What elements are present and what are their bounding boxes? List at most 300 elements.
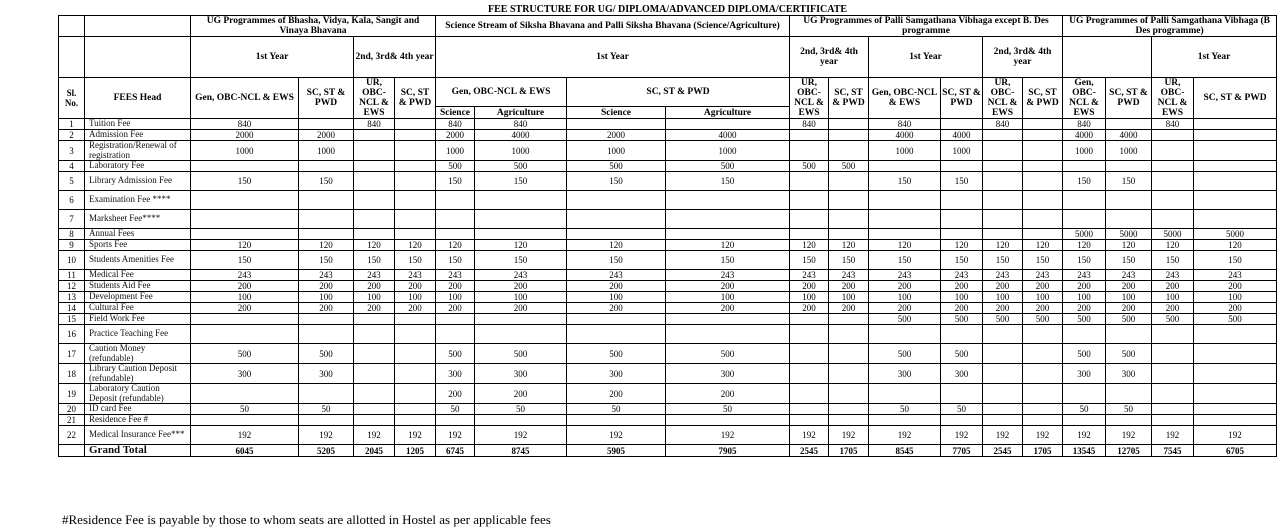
fee-cell: 500 [1063, 314, 1106, 325]
fee-cell: 500 [436, 344, 475, 364]
fee-cell: 120 [1023, 240, 1063, 251]
header-blank-head-2 [85, 37, 191, 78]
fee-cell [299, 119, 354, 130]
grand-total-row [59, 445, 1277, 457]
fee-cell [475, 314, 567, 325]
fee-cell [191, 314, 299, 325]
fee-cell [790, 172, 829, 191]
fee-cell [1106, 191, 1152, 210]
fee-cell [1063, 384, 1106, 404]
g1-first-year: 1st Year [191, 37, 354, 78]
fee-cell: 150 [191, 172, 299, 191]
fee-cell: 192 [666, 426, 790, 445]
fee-cell [395, 325, 436, 344]
sub-agriculture-gen: Agriculture [475, 107, 567, 119]
fee-cell: 150 [436, 172, 475, 191]
table-row [59, 270, 1277, 281]
fee-cell: 100 [1152, 292, 1194, 303]
fee-cell: 500 [666, 161, 790, 172]
row-sl-no: 11 [59, 270, 85, 281]
fee-cell [829, 210, 869, 229]
cat-ur-g1-later: UR, OBC-NCL & EWS [354, 78, 395, 119]
fee-cell [983, 344, 1023, 364]
fee-cell: 300 [1063, 364, 1106, 384]
fee-cell [983, 364, 1023, 384]
fee-cell: 150 [1152, 251, 1194, 270]
fee-cell: 100 [983, 292, 1023, 303]
grand-total-cell: 1205 [395, 445, 436, 457]
fee-cell: 200 [436, 384, 475, 404]
fee-cell [1194, 161, 1277, 172]
fee-cell [299, 325, 354, 344]
fee-cell: 200 [354, 281, 395, 292]
fee-cell [829, 229, 869, 240]
fee-cell [299, 210, 354, 229]
row-sl-no: 7 [59, 210, 85, 229]
fee-cell: 243 [983, 270, 1023, 281]
fee-cell: 200 [475, 303, 567, 314]
table-row [59, 229, 1277, 240]
grand-total-cell: 2545 [983, 445, 1023, 457]
fee-cell [790, 191, 829, 210]
cat-gen-g1: Gen, OBC-NCL & EWS [191, 78, 299, 119]
grand-total-cell: 6045 [191, 445, 299, 457]
fee-cell: 300 [941, 364, 983, 384]
fee-cell [567, 415, 666, 426]
fee-cell [354, 229, 395, 240]
fee-cell [436, 314, 475, 325]
fee-cell: 1000 [1063, 141, 1106, 161]
fee-cell [299, 161, 354, 172]
table-title: FEE STRUCTURE FOR UG/ DIPLOMA/ADVANCED DIPLOMA/CERTIFICATE [59, 5, 1277, 16]
fee-cell: 50 [191, 404, 299, 415]
g3-first-year: 1st Year [869, 37, 983, 78]
fee-cell [829, 130, 869, 141]
fee-cell: 500 [1194, 314, 1277, 325]
fee-cell [941, 119, 983, 130]
fee-cell: 200 [983, 303, 1023, 314]
row-fee-head: Field Work Fee [85, 314, 191, 325]
fee-cell: 1000 [475, 141, 567, 161]
fee-cell [395, 344, 436, 364]
cat-sc-g4-later: SC, ST & PWD [1194, 78, 1277, 119]
fee-cell: 120 [1152, 240, 1194, 251]
cat-gen-g4-later: UR, OBC-NCL & EWS [1152, 78, 1194, 119]
fee-cell: 200 [567, 281, 666, 292]
fee-cell [191, 415, 299, 426]
table-row [59, 303, 1277, 314]
fee-cell [1023, 229, 1063, 240]
fee-cell: 300 [436, 364, 475, 384]
fee-cell [299, 415, 354, 426]
fee-cell [395, 210, 436, 229]
fee-cell: 200 [395, 303, 436, 314]
fee-cell [299, 314, 354, 325]
fee-cell: 243 [395, 270, 436, 281]
fee-cell: 500 [1023, 314, 1063, 325]
fee-cell: 200 [567, 384, 666, 404]
g2-first-year: 1st Year [436, 37, 790, 78]
fee-cell [941, 210, 983, 229]
fee-cell: 150 [1023, 251, 1063, 270]
row-sl-no: 4 [59, 161, 85, 172]
fee-cell [1152, 364, 1194, 384]
fee-cell: 120 [299, 240, 354, 251]
row-sl-no: 2 [59, 130, 85, 141]
fee-cell: 100 [436, 292, 475, 303]
table-row [59, 210, 1277, 229]
table-row [59, 364, 1277, 384]
row-fee-head: Examination Fee **** [85, 191, 191, 210]
fee-cell [1152, 130, 1194, 141]
fee-cell: 200 [1194, 303, 1277, 314]
fee-cell: 192 [354, 426, 395, 445]
fee-cell: 500 [299, 344, 354, 364]
fee-cell: 192 [829, 426, 869, 445]
fee-cell [191, 210, 299, 229]
fee-cell [869, 325, 941, 344]
fee-cell: 100 [1194, 292, 1277, 303]
fee-cell [1023, 415, 1063, 426]
fee-cell: 50 [436, 404, 475, 415]
fee-cell: 150 [829, 251, 869, 270]
table-row [59, 314, 1277, 325]
fee-cell [666, 415, 790, 426]
fee-cell: 2000 [191, 130, 299, 141]
row-sl-no: 13 [59, 292, 85, 303]
fee-cell: 192 [869, 426, 941, 445]
fee-cell [1152, 344, 1194, 364]
fee-cell: 300 [567, 364, 666, 384]
fee-cell: 200 [1152, 281, 1194, 292]
fee-cell: 840 [1152, 119, 1194, 130]
fee-cell: 150 [567, 172, 666, 191]
fee-cell [790, 130, 829, 141]
fee-cell: 500 [436, 161, 475, 172]
fee-cell [1152, 384, 1194, 404]
fee-cell [475, 415, 567, 426]
fee-cell: 50 [475, 404, 567, 415]
fee-cell: 50 [869, 404, 941, 415]
fee-cell: 243 [790, 270, 829, 281]
fee-cell [299, 191, 354, 210]
row-fee-head: Laboratory Caution Deposit (refundable) [85, 384, 191, 404]
fee-cell [354, 364, 395, 384]
fee-cell [475, 229, 567, 240]
fee-cell [436, 415, 475, 426]
fee-cell: 200 [1063, 281, 1106, 292]
fee-cell [1194, 191, 1277, 210]
total-sl-blank [59, 445, 85, 457]
group-header-4: UG Programmes of Palli Samgathana Vibhaga (B Des programme) [1063, 16, 1277, 37]
fee-cell: 150 [790, 251, 829, 270]
fee-cell [1023, 344, 1063, 364]
fee-cell [567, 119, 666, 130]
fee-cell: 200 [436, 281, 475, 292]
fee-cell [1152, 191, 1194, 210]
fee-cell [790, 314, 829, 325]
cat-sc-g1: SC, ST & PWD [299, 78, 354, 119]
fee-cell: 100 [790, 292, 829, 303]
fee-cell [1023, 384, 1063, 404]
fee-cell: 200 [191, 281, 299, 292]
fee-cell: 200 [829, 303, 869, 314]
fee-cell: 192 [191, 426, 299, 445]
fee-cell [354, 415, 395, 426]
fee-cell: 1000 [567, 141, 666, 161]
row-sl-no: 9 [59, 240, 85, 251]
fee-cell: 50 [941, 404, 983, 415]
fee-cell [354, 404, 395, 415]
fee-cell [395, 384, 436, 404]
fee-cell [829, 404, 869, 415]
fee-cell [1194, 130, 1277, 141]
fee-cell: 150 [299, 251, 354, 270]
fee-cell: 50 [299, 404, 354, 415]
fee-cell: 192 [1194, 426, 1277, 445]
fee-cell: 100 [395, 292, 436, 303]
fee-cell: 120 [869, 240, 941, 251]
fee-cell [983, 404, 1023, 415]
table-row [59, 325, 1277, 344]
fee-cell [790, 210, 829, 229]
fee-cell: 840 [191, 119, 299, 130]
fee-cell: 100 [941, 292, 983, 303]
fee-cell [1023, 119, 1063, 130]
grand-total-cell: 2045 [354, 445, 395, 457]
fee-cell [666, 119, 790, 130]
cat-gen-g2-later: UR, OBC-NCL & EWS [790, 78, 829, 119]
header-blank-sl [59, 16, 85, 37]
fee-cell [1152, 172, 1194, 191]
fee-cell: 200 [1106, 303, 1152, 314]
fee-cell: 200 [1023, 281, 1063, 292]
grand-total-cell: 8745 [475, 445, 567, 457]
fee-cell [395, 415, 436, 426]
fee-cell: 150 [395, 251, 436, 270]
fee-cell [1106, 384, 1152, 404]
fee-cell: 50 [567, 404, 666, 415]
fee-cell [191, 161, 299, 172]
fee-cell [1194, 141, 1277, 161]
fee-cell [354, 130, 395, 141]
table-row [59, 191, 1277, 210]
grand-total-cell: 13545 [1063, 445, 1106, 457]
fee-cell: 243 [1023, 270, 1063, 281]
fee-cell [1106, 119, 1152, 130]
fee-cell: 120 [395, 240, 436, 251]
fee-cell: 200 [191, 303, 299, 314]
fee-cell: 150 [1063, 251, 1106, 270]
fee-cell [567, 314, 666, 325]
fee-cell: 200 [983, 281, 1023, 292]
fee-cell [567, 210, 666, 229]
fee-cell [395, 161, 436, 172]
fee-cell: 192 [436, 426, 475, 445]
fee-cell: 243 [941, 270, 983, 281]
table-row [59, 251, 1277, 270]
cat-gen-g2: Gen, OBC-NCL & EWS [436, 78, 567, 107]
row-fee-head: Medical Fee [85, 270, 191, 281]
fee-cell [829, 191, 869, 210]
fee-cell: 120 [354, 240, 395, 251]
fee-cell: 4000 [1063, 130, 1106, 141]
grand-total-cell: 5905 [567, 445, 666, 457]
cat-sc-g2: SC, ST & PWD [567, 78, 790, 107]
fee-cell [191, 229, 299, 240]
g3-spacer [1063, 37, 1152, 78]
header-blank-sl-2 [59, 37, 85, 78]
grand-total-cell: 6745 [436, 445, 475, 457]
fee-table [58, 5, 1277, 457]
fee-cell: 1000 [299, 141, 354, 161]
fee-cell [1194, 364, 1277, 384]
fee-cell: 300 [869, 364, 941, 384]
fee-cell: 192 [941, 426, 983, 445]
fee-cell: 243 [869, 270, 941, 281]
fee-cell [1194, 415, 1277, 426]
fee-cell: 192 [475, 426, 567, 445]
table-row [59, 281, 1277, 292]
g2-later-years: 2nd, 3rd& 4th year [790, 37, 869, 78]
fee-cell: 500 [941, 314, 983, 325]
fee-cell [354, 314, 395, 325]
fee-cell [1023, 130, 1063, 141]
fee-cell [941, 325, 983, 344]
fee-cell: 200 [829, 281, 869, 292]
row-fee-head: Development Fee [85, 292, 191, 303]
fee-cell: 150 [475, 251, 567, 270]
fee-cell: 200 [475, 384, 567, 404]
fee-cell [1063, 191, 1106, 210]
fee-cell: 192 [983, 426, 1023, 445]
grand-total-cell: 7705 [941, 445, 983, 457]
fee-cell [354, 344, 395, 364]
fee-cell [436, 210, 475, 229]
fee-cell: 500 [829, 161, 869, 172]
fee-cell [354, 191, 395, 210]
fee-cell: 192 [567, 426, 666, 445]
sl-no-header: Sl. No. [59, 78, 85, 119]
fee-cell [1106, 325, 1152, 344]
fee-cell [567, 325, 666, 344]
fee-cell [1023, 161, 1063, 172]
fee-cell: 150 [869, 251, 941, 270]
fee-cell: 1000 [869, 141, 941, 161]
fee-cell: 500 [567, 161, 666, 172]
fee-cell: 200 [666, 384, 790, 404]
table-row [59, 172, 1277, 191]
fee-cell: 200 [1152, 303, 1194, 314]
fee-cell: 200 [1194, 281, 1277, 292]
fee-cell: 500 [869, 344, 941, 364]
fee-cell: 120 [567, 240, 666, 251]
fee-cell [191, 384, 299, 404]
fee-cell: 300 [191, 364, 299, 384]
fee-cell: 50 [666, 404, 790, 415]
fee-cell: 200 [941, 303, 983, 314]
fee-cell [829, 172, 869, 191]
row-fee-head: Admission Fee [85, 130, 191, 141]
fee-cell: 192 [299, 426, 354, 445]
fee-cell: 243 [475, 270, 567, 281]
fee-cell [790, 415, 829, 426]
fee-cell: 100 [299, 292, 354, 303]
table-row [59, 404, 1277, 415]
fee-cell: 4000 [666, 130, 790, 141]
fee-cell [354, 325, 395, 344]
row-fee-head: Cultural Fee [85, 303, 191, 314]
grand-total-cell: 12705 [1106, 445, 1152, 457]
fee-cell [395, 119, 436, 130]
row-sl-no: 21 [59, 415, 85, 426]
fee-cell [983, 130, 1023, 141]
fee-cell: 243 [354, 270, 395, 281]
fee-cell: 100 [567, 292, 666, 303]
fee-structure-sheet [58, 5, 1277, 457]
fee-cell: 243 [1106, 270, 1152, 281]
fee-cell [829, 384, 869, 404]
fee-cell: 200 [941, 281, 983, 292]
fee-cell: 500 [475, 344, 567, 364]
fee-cell: 192 [1023, 426, 1063, 445]
fee-cell: 120 [1106, 240, 1152, 251]
fee-cell [567, 191, 666, 210]
fee-cell [299, 384, 354, 404]
group-header-2: Science Stream of Siksha Bhavana and Palli Siksha Bhavana (Science/Agriculture) [436, 16, 790, 37]
header-blank-head [85, 16, 191, 37]
table-row [59, 344, 1277, 364]
fee-cell: 150 [299, 172, 354, 191]
fee-cell [869, 229, 941, 240]
row-fee-head: Sports Fee [85, 240, 191, 251]
fee-cell [1194, 344, 1277, 364]
fee-cell [1023, 172, 1063, 191]
fee-cell [983, 172, 1023, 191]
fee-cell: 150 [666, 172, 790, 191]
fee-cell [666, 210, 790, 229]
fee-cell: 100 [869, 292, 941, 303]
fee-cell [395, 141, 436, 161]
row-sl-no: 10 [59, 251, 85, 270]
fee-cell: 150 [1194, 251, 1277, 270]
grand-total-label: Grand Total [85, 445, 191, 457]
fee-cell: 840 [475, 119, 567, 130]
fee-cell [983, 229, 1023, 240]
fee-cell: 5000 [1152, 229, 1194, 240]
fee-cell: 500 [666, 344, 790, 364]
fee-cell: 150 [869, 172, 941, 191]
table-row [59, 415, 1277, 426]
fee-cell [1194, 119, 1277, 130]
cat-sc-g1-later: SC, ST & PWD [395, 78, 436, 119]
fee-cell [829, 119, 869, 130]
fee-cell [666, 229, 790, 240]
row-fee-head: Library Admission Fee [85, 172, 191, 191]
fee-cell: 500 [790, 161, 829, 172]
group-header-1: UG Programmes of Bhasha, Vidya, Kala, Sangit and Vinaya Bhavana [191, 16, 436, 37]
fee-cell [1023, 141, 1063, 161]
fee-cell: 200 [436, 303, 475, 314]
fee-cell: 500 [1152, 314, 1194, 325]
fee-cell: 300 [475, 364, 567, 384]
fee-cell: 200 [1106, 281, 1152, 292]
fee-cell: 4000 [941, 130, 983, 141]
fee-cell [666, 314, 790, 325]
fee-cell [983, 191, 1023, 210]
fee-cell: 200 [299, 303, 354, 314]
fee-cell [1023, 210, 1063, 229]
